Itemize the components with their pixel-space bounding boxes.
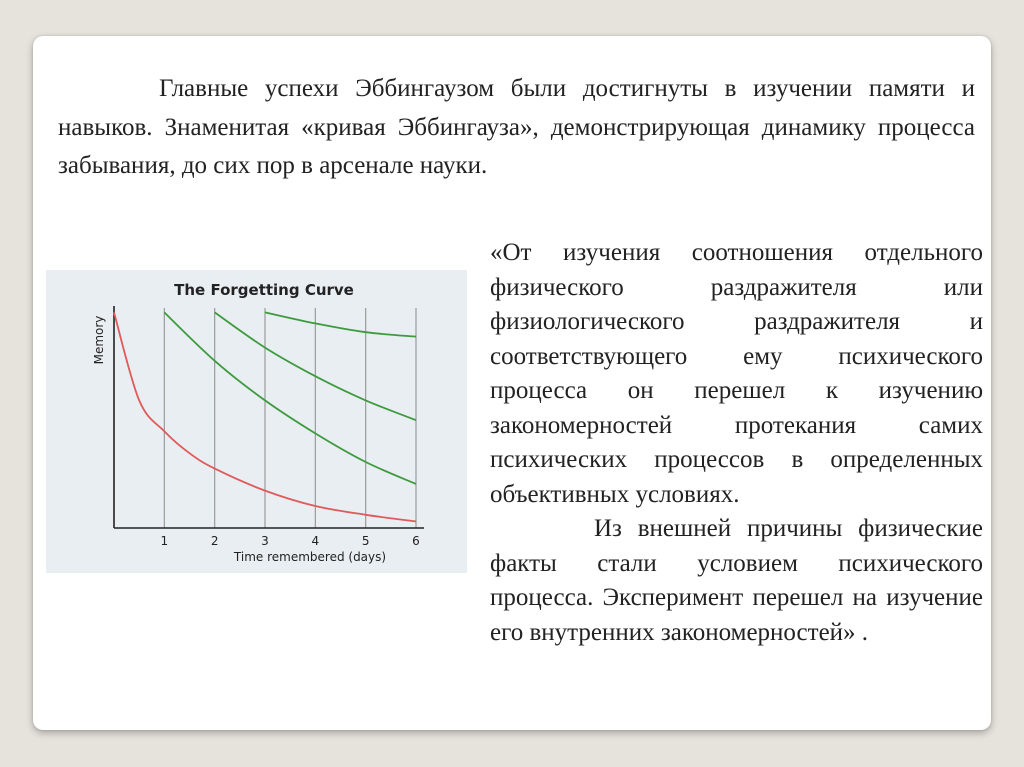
x-tick-label: 4 [311, 534, 320, 548]
chart-title: The Forgetting Curve [174, 281, 354, 299]
forgetting-curve-chart [46, 270, 467, 573]
x-tick-label: 5 [361, 534, 370, 548]
x-tick-label: 3 [261, 534, 269, 548]
review-curve-line [164, 312, 416, 484]
x-tick-label: 6 [412, 534, 420, 548]
x-tick-label: 1 [160, 534, 169, 548]
quote-paragraph-2: Из внешней причины физические факты стали условием психического процесса. Эксперимент перешел на изучение его внутренних закономерностей» . [490, 515, 983, 646]
quote-paragraph-1: «От изучения соотношения отдельного физического раздражителя или физиологического раздражителя и соответствующего ему психического процесса он перешел к изучению закономерностей протекания самих психических процессов в определенных объективных условиях. [490, 239, 983, 508]
x-axis-label: Time remembered (days) [233, 550, 387, 564]
y-axis-label: Memory [92, 315, 106, 365]
intro-paragraph: Главные успехи Эббингаузом были достигнуты в изучении памяти и навыков. Знаменитая «кривая Эббингауза», демонстрирующая динамику процесса забывания, до сих пор в арсенале науки. [58, 75, 975, 179]
forgetting-curve-figure [46, 270, 467, 573]
x-tick-label: 2 [210, 534, 219, 548]
review-curve-line [265, 312, 416, 336]
quote-block [490, 236, 983, 650]
